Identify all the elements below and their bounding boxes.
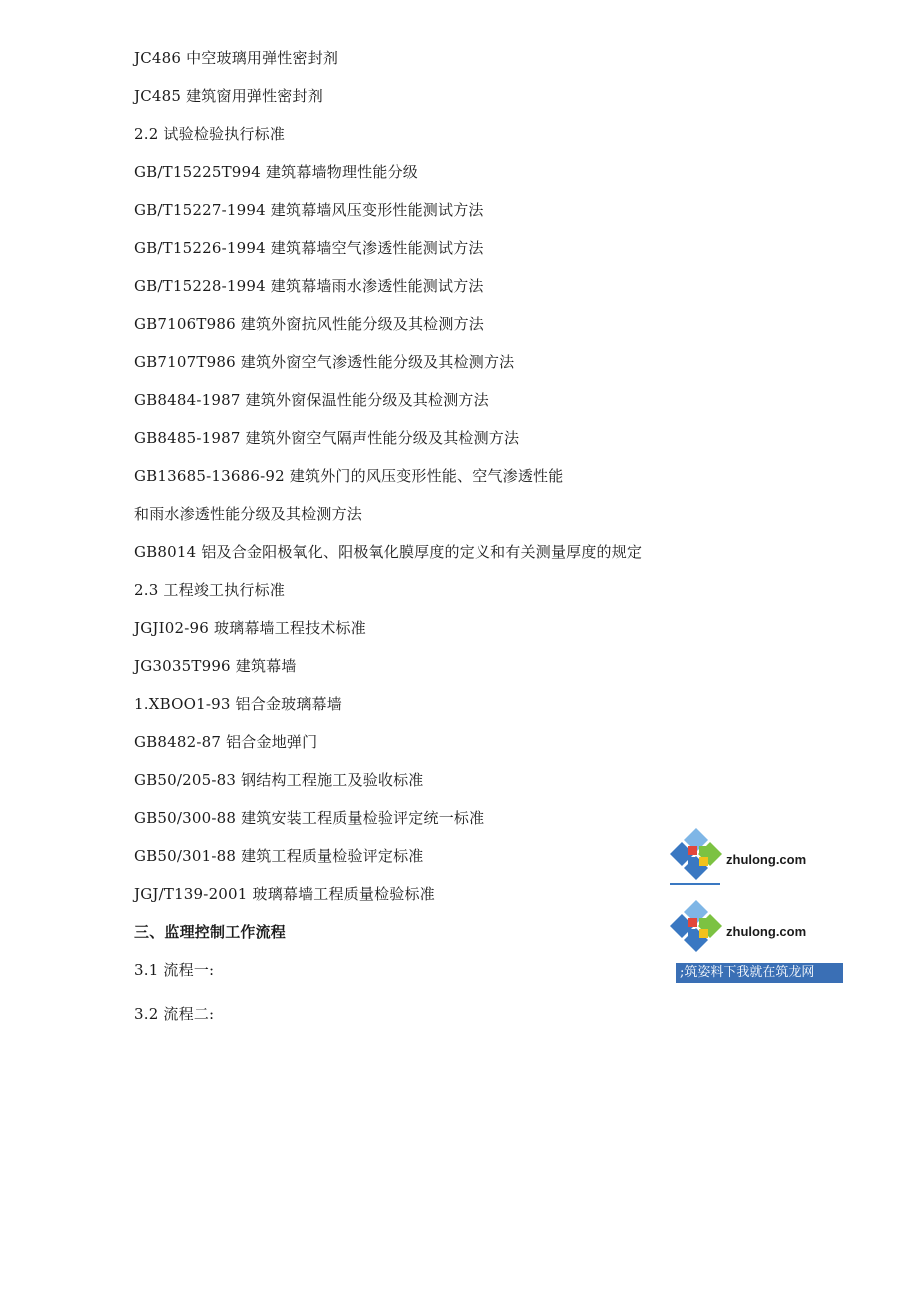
standard-line: 1.XBOO1-93 铝合金玻璃幕墙 <box>134 695 342 713</box>
zhulong-logo-icon <box>668 826 728 888</box>
standard-line: GB8484-1987 建筑外窗保温性能分级及其检测方法 <box>134 391 489 409</box>
zhulong-logo <box>668 898 843 960</box>
standard-line: GB13685-13686-92 建筑外门的风压变形性能、空气渗透性能 <box>134 467 564 485</box>
standard-line: JG3035T996 建筑幕墙 <box>134 657 297 675</box>
standard-line: GB/T15227-1994 建筑幕墙风压变形性能测试方法 <box>134 201 484 219</box>
standard-line: JC485 建筑窗用弹性密封剂 <box>134 87 323 105</box>
standard-line: GB/T15228-1994 建筑幕墙雨水渗透性能测试方法 <box>134 277 484 295</box>
section-heading: 2.3 工程竣工执行标准 <box>134 581 286 599</box>
standard-line: GB50/301-88 建筑工程质量检验评定标准 <box>134 847 424 865</box>
flow-heading: 3.1 流程一: <box>134 961 215 979</box>
standard-line: GB8485-1987 建筑外窗空气隔声性能分级及其检测方法 <box>134 429 520 447</box>
standard-line: GB50/205-83 钢结构工程施工及验收标准 <box>134 771 424 789</box>
standard-line: JGJI02-96 玻璃幕墙工程技术标准 <box>134 619 366 637</box>
logo-text: zhulong.com <box>726 852 807 867</box>
standard-line: JC486 中空玻璃用弹性密封剂 <box>134 49 339 67</box>
zhulong-logo <box>668 826 843 888</box>
chapter-heading: 三、监理控制工作流程 <box>134 923 287 941</box>
standard-line: GB/T15226-1994 建筑幕墙空气渗透性能测试方法 <box>134 239 484 257</box>
watermark-banner: ;筑姿料下我就在筑龙网 <box>676 963 843 983</box>
standard-line-continuation: 和雨水渗透性能分级及其检测方法 <box>134 505 363 523</box>
standard-line: GB8014 铝及合金阳极氧化、阳极氧化膜厚度的定义和有关测量厚度的规定 <box>134 543 643 561</box>
logo-text: zhulong.com <box>726 924 807 939</box>
standard-line: GB7107T986 建筑外窗空气渗透性能分级及其检测方法 <box>134 353 515 371</box>
standard-line: JGJ/T139-2001 玻璃幕墙工程质量检验标准 <box>134 885 435 903</box>
standard-line: GB/T15225T994 建筑幕墙物理性能分级 <box>134 163 418 181</box>
standard-line: GB7106T986 建筑外窗抗风性能分级及其检测方法 <box>134 315 484 333</box>
section-heading: 2.2 试验检验执行标准 <box>134 125 286 143</box>
standard-line: GB8482-87 铝合金地弹门 <box>134 733 318 751</box>
zhulong-logo-icon <box>668 898 728 960</box>
standard-line: GB50/300-88 建筑安装工程质量检验评定统一标准 <box>134 809 485 827</box>
flow-heading: 3.2 流程二: <box>134 1005 215 1023</box>
